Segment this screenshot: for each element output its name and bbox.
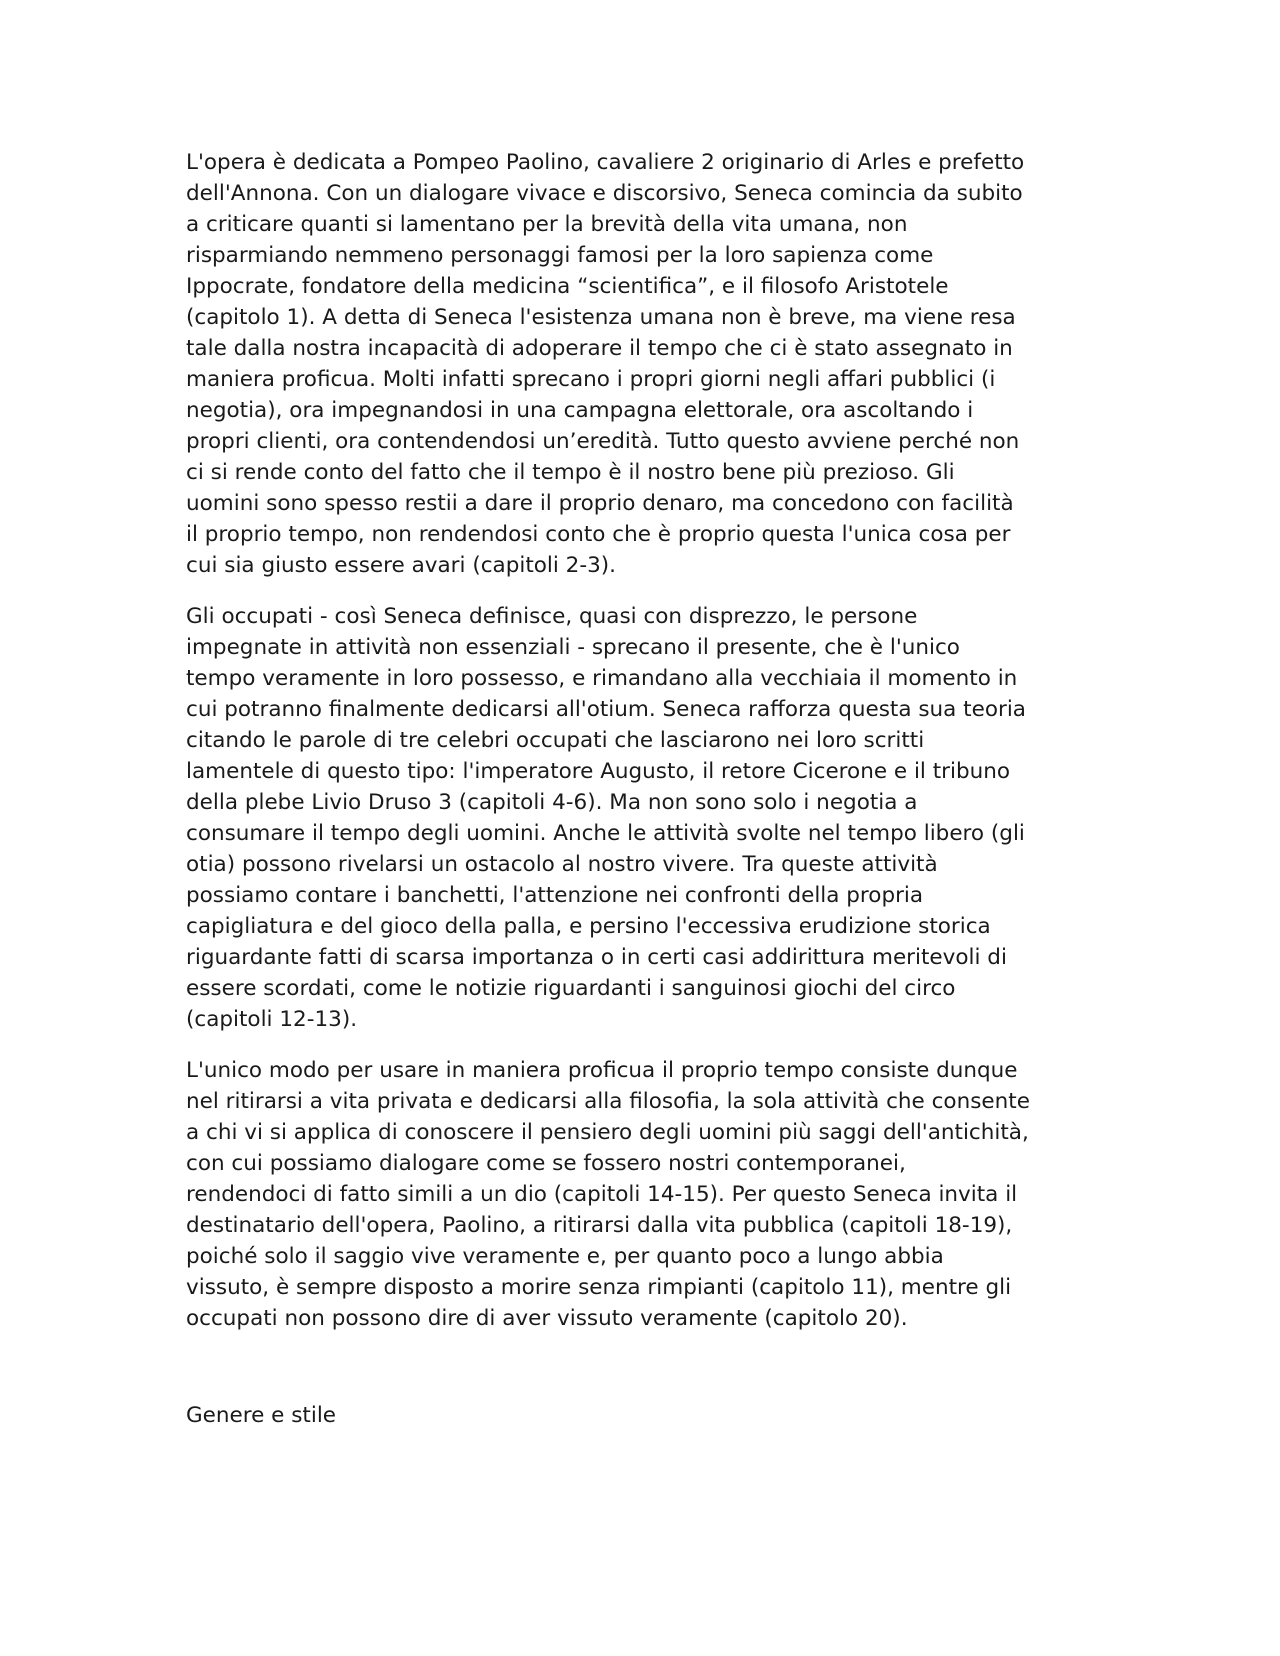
paragraph-2: Gli occupati - così Seneca definisce, quasi con disprezzo, le persone impegnate in attività non essenziali - sprecano il presente, che è l'unico tempo veramente in loro possesso, e rimandano alla vecchiaia il momento in cui potranno finalmente dedicarsi all'otium. Seneca rafforza questa sua teoria citando le parole di tre celebri occupati che lasciarono nei loro scritti lamentele di questo tipo: l'imperatore Augusto, il retore Cicerone e il tribuno della plebe Livio Druso 3 (capitoli 4-6). Ma non sono solo i negotia a consumare il tempo degli uomini. Anche le attività svolte nel tempo libero (gli otia) possono rivelarsi un ostacolo al nostro vivere. Tra queste attività possiamo contare i banchetti, l'attenzione nei confronti della propria capigliatura e del gioco della palla, e persino l'eccessiva erudizione storica riguardante fatti di scarsa importanza o in certi casi addirittura meritevoli di essere scordati, come le notizie riguardanti i sanguinosi giochi del circo (capitoli 12-13). [186, 604, 1026, 1032]
body-text [186, 147, 1096, 1354]
section-heading: Genere e stile [186, 1403, 337, 1428]
paragraph-1: L'opera è dedicata a Pompeo Paolino, cavaliere 2 originario di Arles e prefetto dell'Annona. Con un dialogare vivace e discorsivo, Seneca comincia da subito a criticare quanti si lamentano per la brevità della vita umana, non risparmiando nemmeno personaggi famosi per la loro sapienza come Ippocrate, fondatore della medicina “scientifica”, e il filosofo Aristotele (capitolo 1). A detta di Seneca l'esistenza umana non è breve, ma viene resa tale dalla nostra incapacità di adoperare il tempo che ci è stato assegnato in maniera proficua. Molti infatti sprecano i propri giorni negli affari pubblici (i negotia), ora impegnandosi in una campagna elettorale, ora ascoltando i propri clienti, ora contendendosi un’eredità. Tutto questo avviene perché non ci si rende conto del fatto che il tempo è il nostro bene più prezioso. Gli uomini sono spesso restii a dare il proprio denaro, ma concedono con facilità il proprio tempo, non rendendosi conto che è proprio questa l'unica cosa per cui sia giusto essere avari (capitoli 2-3). [186, 150, 1025, 578]
paragraph-3: L'unico modo per usare in maniera proficua il proprio tempo consiste dunque nel ritirarsi a vita privata e dedicarsi alla filosofia, la sola attività che consente a chi vi si applica di conoscere il pensiero degli uomini più saggi dell'antichità, con cui possiamo dialogare come se fossero nostri contemporanei, rendendoci di fatto simili a un dio (capitoli 14-15). Per questo Seneca invita il destinatario dell'opera, Paolino, a ritirarsi dalla vita pubblica (capitoli 18-19), poiché solo il saggio vive veramente e, per quanto poco a lungo abbia vissuto, è sempre disposto a morire senza rimpianti (capitolo 11), mentre gli occupati non possono dire di aver vissuto veramente (capitolo 20). [186, 1058, 1030, 1331]
